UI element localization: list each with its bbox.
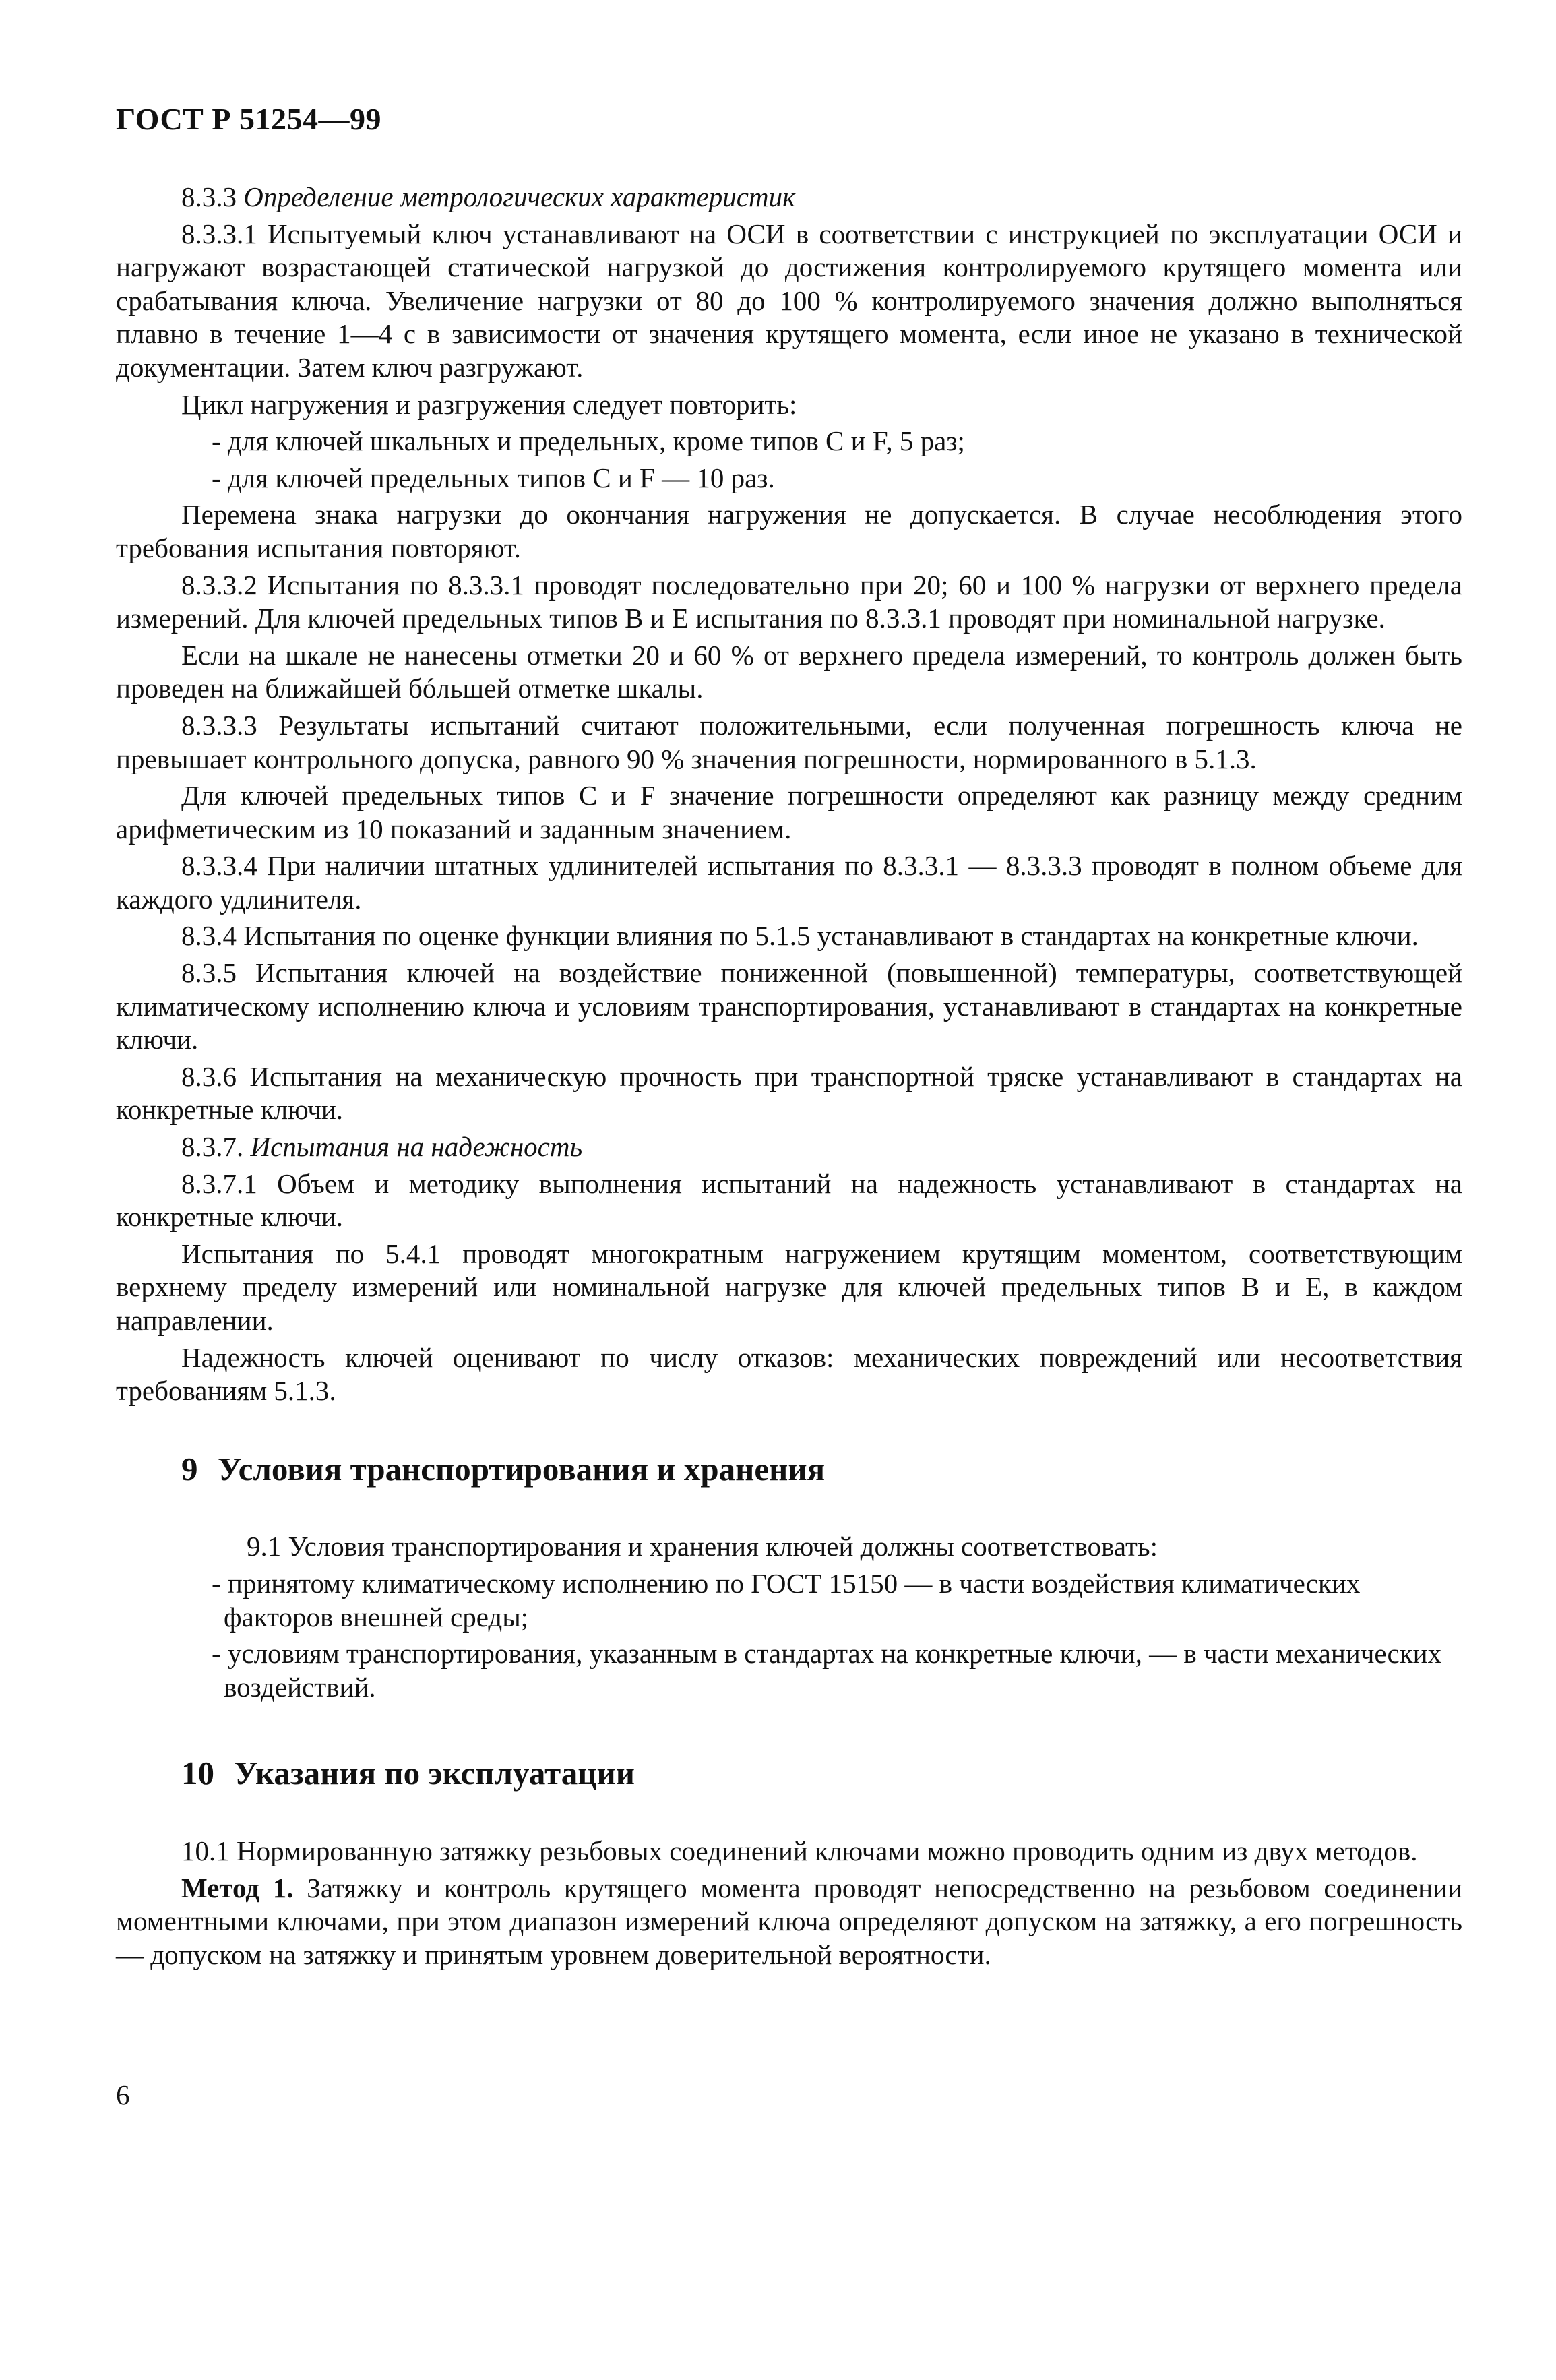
document-body (116, 181, 1462, 1975)
paragraph-9-1: 9.1 Условия транспортирования и хранения ключей должны соответствовать: (247, 1531, 1158, 1562)
paragraph-scale-marks: Если на шкале не нанесены отметки 20 и 60 % от верхнего предела измерений, то контроль должен быть проведен на ближайшей бóльшей отметке шкалы. (116, 639, 1462, 704)
list-item: - для ключей предельных типов С и F — 10 раз. (212, 462, 775, 493)
paragraph-8-3-5: 8.3.5 Испытания ключей на воздействие пониженной (повышенной) температуры, соответствующей климатическому исполнению ключа и условиям транспортирования, устанавливают в стандартах на конкретные ключи. (116, 957, 1462, 1056)
section-heading-10 (116, 1757, 1462, 1790)
paragraph-8-3-6: 8.3.6 Испытания на механическую прочность при транспортной тряске устанавливают в стандартах на конкретные ключи. (116, 1060, 1462, 1126)
list-item: - для ключей шкальных и предельных, кроме типов С и F, 5 раз; (212, 425, 965, 457)
paragraph-sign-change: Перемена знака нагрузки до окончания нагружения не допускается. В случае несоблюдения этого требования испытания повторяют. (116, 499, 1462, 563)
subsection-number: 8.3.3 (181, 181, 237, 212)
subsection-number: 8.3.7. (181, 1131, 244, 1163)
subsection-title: Испытания на надежность (250, 1131, 583, 1163)
paragraph-method-1 (116, 1872, 1462, 1972)
paragraph-10-1: 10.1 Нормированную затяжку резьбовых соединений ключами можно проводить одним из двух методов. (181, 1835, 1418, 1866)
list-item: - принятому климатическому исполнению по ГОСТ 15150 — в части воздействия климатических факторов внешней среды; (212, 1567, 1361, 1633)
section-heading-9 (116, 1450, 1462, 1488)
paragraph-reliability-load: Испытания по 5.4.1 проводят многократным нагружением крутящим моментом, соответствующим верхнему пределу измерений или номинальной нагрузке для ключей предельных типов В и Е, в каждом направлении. (116, 1238, 1462, 1336)
list-item: - условиям транспортирования, указанным в стандартах на конкретные ключи, — в части механических воздействий. (212, 1638, 1442, 1703)
paragraph-8-3-3-1: 8.3.3.1 Испытуемый ключ устанавливают на ОСИ в соответствии с инструкцией по эксплуатации ОСИ и нагружают возрастающей статической нагрузкой до достижения контролируемого крутящего момента или срабатывания ключа. Увеличение нагрузки от 80 до 100 % контролируемого значения должно выполняться плавно в течение 1—4 с в зависимости от значения крутящего момента, если иное не указано в технической документации. Затем ключ разгружают. (116, 218, 1462, 383)
section-number: 9 (181, 1450, 198, 1488)
page-number: 6 (116, 2079, 130, 2110)
paragraph-reliability-evaluation: Надежность ключей оценивают по числу отказов: механических повреждений или несоответствия требованиям 5.1.3. (116, 1341, 1462, 1407)
paragraph-cycle: Цикл нагружения и разгружения следует повторить: (181, 388, 797, 420)
subsection-title-8-3-3 (116, 181, 1462, 214)
paragraph-8-3-3-4: 8.3.3.4 При наличии штатных удлинителей испытания по 8.3.3.1 — 8.3.3.3 проводят в полном объеме для каждого удлинителя. (116, 850, 1462, 915)
method-label: Метод 1. (181, 1872, 294, 1903)
method-text: Затяжку и контроль крутящего момента проводят непосредственно на резьбовом соединении моментными ключами, при этом диапазон измерений ключа определяют допуском на затяжку, а его погрешность — допуском на затяжку и принятым уровнем доверительной вероятности. (116, 1872, 1463, 1970)
paragraph-8-3-7-1: 8.3.7.1 Объем и методику выполнения испытаний на надежность устанавливают в стандартах на конкретные ключи. (116, 1167, 1462, 1233)
paragraph-8-3-3-3: 8.3.3.3 Результаты испытаний считают положительными, если полученная погрешность ключа не превышает контрольного допуска, равного 90 % значения погрешности, нормированного в 5.1.3. (116, 709, 1462, 774)
paragraph-8-3-3-2: 8.3.3.2 Испытания по 8.3.3.1 проводят последовательно при 20; 60 и 100 % нагрузки от верхнего предела измерений. Для ключей предельных типов В и Е испытания по 8.3.3.1 проводят при номинальной нагрузке. (116, 569, 1462, 634)
paragraph-8-3-4: 8.3.4 Испытания по оценке функции влияния по 5.1.5 устанавливают в стандартах на конкретные ключи. (181, 920, 1419, 952)
section-title: Условия транспортирования и хранения (218, 1450, 826, 1488)
section-title: Указания по эксплуатации (234, 1755, 635, 1792)
document-header: ГОСТ Р 51254—99 (116, 102, 381, 136)
section-number: 10 (181, 1755, 214, 1792)
subsection-title-8-3-7 (116, 1130, 1462, 1164)
paragraph-error-definition: Для ключей предельных типов С и F значение погрешности определяют как разницу между средним арифметическим из 10 показаний и заданным значением. (116, 780, 1462, 845)
subsection-title: Определение метрологических характеристик (243, 181, 796, 212)
